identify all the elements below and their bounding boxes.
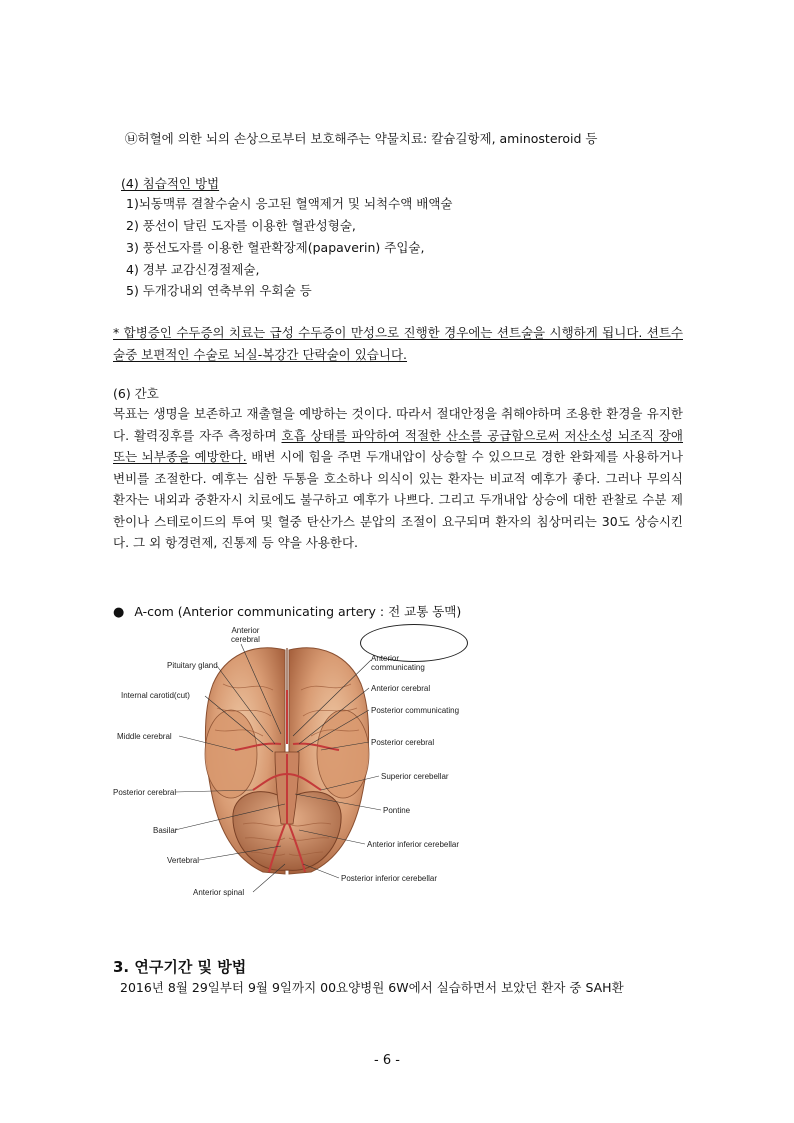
- nursing-heading: (6) 간호: [113, 386, 159, 401]
- label-anterior-cerebral-right: Anterior cerebral: [371, 684, 431, 693]
- label-anterior-inferior-cerebellar: Anterior inferior cerebellar: [367, 840, 460, 849]
- label-vertebral: Vertebral: [167, 856, 200, 865]
- section-3-heading: 3. 연구기간 및 방법: [113, 958, 247, 976]
- invasive-heading: (4) 침습적인 방법: [121, 176, 220, 191]
- label-pontine: Pontine: [383, 806, 411, 815]
- bullet-icon: ●: [113, 605, 125, 620]
- acom-title-row: [113, 602, 461, 620]
- label-posterior-cerebral-right: Posterior cerebral: [371, 738, 435, 747]
- label-internal-carotid: Internal carotid(cut): [121, 691, 190, 700]
- label-middle-cerebral: Middle cerebral: [117, 732, 172, 741]
- invasive-item: 3) 풍선도자를 이용한 혈관확장제(papaverin) 주입술,: [126, 240, 425, 255]
- label-pituitary-gland: Pituitary gland: [167, 661, 218, 670]
- nursing-text-b: 배변 시에 힘을 주면 두개내압이 상승할 수 있으므로 경한 완화제를 사용하거나 변비를 조절한다. 예후는 심한 두통을 호소하나 의식이 있는 환자는 비교적 예후가 좋다. 그러나 무의식 환자는 내외과 중환자시 치료에도 불구하고 예후가 나쁘다. 그리고 두개내압 상승에 대한 관찰로 수분 제한이나 스테로이드의 투여 및 혈중 탄산가스 분압의 조절이 요구되며 환자의 침상머리는 30도 상승시킨다. 그 외 항경련제, 진통제 등 약을 사용한다.: [113, 449, 683, 550]
- hydrocephalus-note: * 합병증인 수두증의 치료는 급성 수두증이 만성으로 진행한 경우에는 션트술을 시행하게 됩니다. 션트수술중 보편적인 수술로 뇌실-복강간 단락술이 있습니다.: [113, 325, 683, 362]
- brain-arteries-figure: [113, 624, 479, 906]
- invasive-item: 5) 두개강내외 연축부위 우회술 등: [126, 283, 312, 298]
- label-anterior-cerebral-top: Anterior cerebral: [231, 626, 260, 644]
- invasive-item: 4) 경부 교감신경절제술,: [126, 262, 260, 277]
- invasive-item: 1)뇌동맥류 결찰수술시 응고된 혈액제거 및 뇌척수액 배액술: [126, 196, 453, 211]
- label-anterior-spinal: Anterior spinal: [193, 888, 245, 897]
- label-anterior-communicating: Anterior communicating: [371, 654, 425, 672]
- acom-title: A-com (Anterior communicating artery : 전 교통 동맥): [134, 604, 462, 619]
- invasive-item: 2) 풍선이 달린 도자를 이용한 혈관성형술,: [126, 218, 356, 233]
- section-3-text: 2016년 8월 29일부터 9월 9일까지 00요양병원 6W에서 실습하면서 보았던 환자 중 SAH환: [120, 980, 624, 995]
- label-posterior-communicating: Posterior communicating: [371, 706, 460, 715]
- label-superior-cerebellar: Superior cerebellar: [381, 772, 449, 781]
- page-number: - 6 -: [374, 1053, 400, 1068]
- drug-treatment-line: ㉥허혈에 의한 뇌의 손상으로부터 보호해주는 약물치료: 칼슘길항제, aminosteroid 등: [125, 131, 598, 146]
- nursing-text-underlined: 호흡 상태를 파악하여 적절한 산소를 공급함으로써 저산소성 뇌조직 장애 또는 뇌부종을 예방한다.: [113, 427, 683, 464]
- label-basilar: Basilar: [153, 826, 178, 835]
- label-posterior-cerebral-left: Posterior cerebral: [113, 788, 177, 797]
- label-posterior-inferior-cerebellar: Posterior inferior cerebellar: [341, 874, 438, 883]
- nursing-paragraph: [113, 403, 683, 554]
- nursing-text-a: 목표는 생명을 보존하고 재출혈을 예방하는 것이다. 따라서 절대안정을 취해야하며 조용한 환경을 유지한다. 활력징후를 자주 측정하며: [113, 406, 683, 443]
